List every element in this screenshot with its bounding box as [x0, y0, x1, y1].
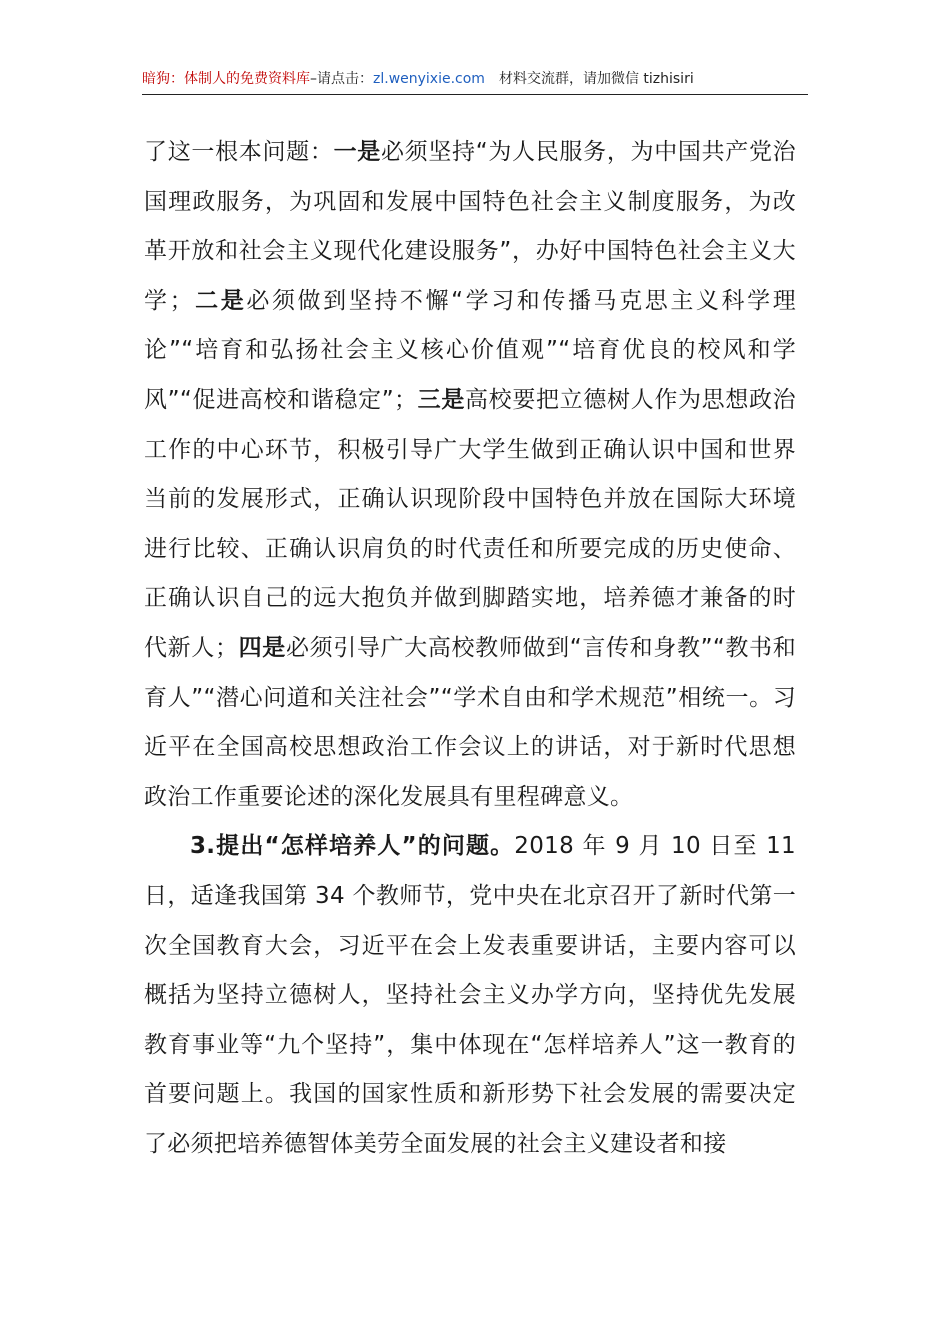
header-click-prompt: –请点击： — [310, 71, 373, 87]
point-four-label: 四是 — [238, 634, 286, 661]
text-run: 必须引导广大高校教师做到“言传和身教”“教书和育人”“潜心问道和关注社会”“学术自由和学术规范”相统一。习近平在全国高校思想政治工作会议上的讲话，对于新时代思想政治工作重要论述的深化发展具有里程碑意义。 — [144, 634, 796, 810]
header-url-link[interactable]: zl.wenyixie.com — [373, 71, 485, 87]
point-two-label: 二是 — [192, 287, 247, 314]
text-run: 2018 年 9 月 10 日至 11 日，适逢我国第 34 个教师节，党中央在北京召开了新时代第一次全国教育大会，习近平在会上发表重要讲话，主要内容可以概括为坚持立德树人，坚持社会主义办学方向，坚持优先发展教育事业等“九个坚持”，集中体现在“怎样培养人”这一教育的首要问题上。我国的国家性质和新形势下社会发展的需要决定了必须把培养德智体美劳全面发展的社会主义建设者和接 — [144, 833, 796, 1157]
text-run: 了这一根本问题： — [144, 139, 334, 165]
page-header — [142, 68, 808, 95]
header-wechat-note: 材料交流群，请加微信 tizhisiri — [498, 71, 694, 87]
header-brand: 暗狗：体制人的免费资料库 — [142, 71, 310, 87]
point-one-label: 一是 — [333, 139, 381, 165]
text-run: 高校要把立德树人作为思想政治工作的中心环节，积极引导广大学生做到正确认识中国和世界当前的发展形式，正确认识现阶段中国特色并放在国际大环境进行比较、正确认识肩负的时代责任和所要完成的历史使命、正确认识自己的远大抱负并做到脚踏实地，培养德才兼备的时代新人； — [144, 386, 796, 661]
section-heading: 3.提出“怎样培养人”的问题。 — [190, 833, 515, 860]
paragraph-section-3 — [144, 822, 796, 1169]
paragraph-four-points — [144, 128, 796, 822]
text-run: 必须做到坚持不懈“学习和传播马克思主义科学理论”“培育和弘扬社会主义核心价值观”“培育优良的校风和学风”“促进高校和谐稳定”； — [144, 287, 796, 413]
document-body — [144, 128, 796, 1169]
text-run: 必须坚持“为人民服务，为中国共产党治国理政服务，为巩固和发展中国特色社会主义制度服务，为改革开放和社会主义现代化建设服务”，办好中国特色社会主义大学； — [144, 139, 796, 314]
point-three-label: 三是 — [417, 386, 466, 413]
